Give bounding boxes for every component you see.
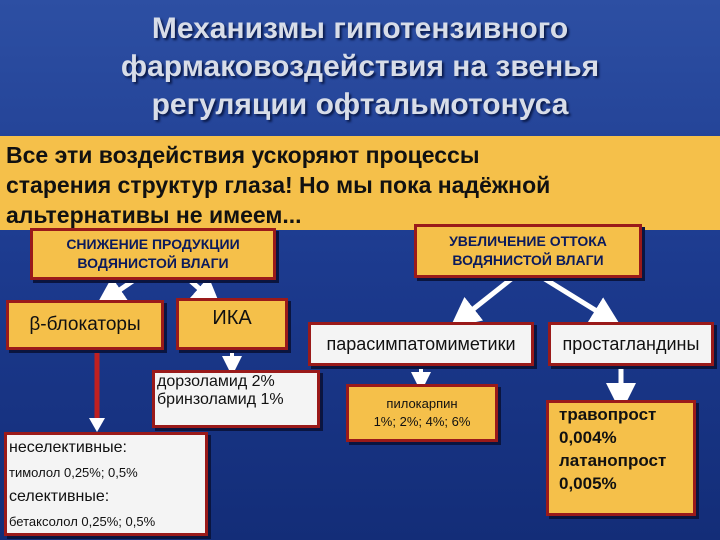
title-line-1: Механизмы гипотензивного	[151, 12, 569, 45]
banner-line-3: альтернативы не имеем...	[6, 202, 302, 228]
pilocarpine-doses: 1%; 2%; 4%; 6%	[373, 414, 471, 429]
travoprost-label: травопрост	[559, 405, 657, 424]
banner-line-2: старения структур глаза! Но мы пока надёжной	[6, 172, 551, 198]
title-line-2: фармаковоздействия на звенья	[120, 50, 600, 83]
pilocarpine-name: пилокарпин	[386, 396, 458, 411]
node-parasympathomimetics	[308, 322, 534, 366]
beta-blockers-label: β-блокаторы	[29, 314, 141, 335]
latanoprost-dose: 0,005%	[559, 474, 617, 493]
arrow-outflow-prosta	[540, 276, 608, 318]
node-prostaglandins	[548, 322, 714, 366]
nonselective-label: неселективные:	[9, 439, 127, 456]
warning-banner	[0, 136, 720, 230]
node-pilocarpine	[346, 384, 498, 442]
node-ika	[176, 298, 288, 350]
node-beta-blocker-drugs	[4, 432, 208, 536]
parasympathomimetics-label: парасимпатомиметики	[326, 333, 516, 354]
node-dorzolamide-brinzolamide	[152, 370, 320, 428]
latanoprost-label: латанопрост	[559, 451, 667, 470]
selective-label: селективные:	[9, 488, 110, 505]
dorzolamide-label: дорзоламид 2%	[157, 373, 275, 390]
title-line-3: регуляции офтальмотонуса	[151, 88, 569, 121]
brinzolamide-label: бринзоламид 1%	[157, 391, 284, 408]
banner-line-1: Все эти воздействия ускоряют процессы	[6, 142, 480, 168]
node-production-decrease	[30, 228, 276, 280]
arrow-outflow-para	[462, 276, 515, 318]
node-outflow-increase	[414, 224, 642, 278]
outflow-line-2: ВОДЯНИСТОЙ ВЛАГИ	[452, 252, 604, 268]
arrow-beta-nonselective-head	[89, 418, 105, 432]
ika-label: ИКА	[212, 307, 252, 329]
node-beta-blockers	[6, 300, 164, 350]
production-line-2: ВОДЯНИСТОЙ ВЛАГИ	[77, 255, 229, 271]
prostaglandins-label: простагландины	[562, 333, 700, 354]
node-prostaglandin-drugs	[546, 400, 696, 516]
outflow-line-1: УВЕЛИЧЕНИЕ ОТТОКА	[449, 233, 607, 249]
travoprost-dose: 0,004%	[559, 428, 617, 447]
production-line-1: СНИЖЕНИЕ ПРОДУКЦИИ	[66, 236, 240, 252]
timolol-label: тимолол 0,25%; 0,5%	[9, 465, 138, 480]
betaxolol-label: бетаксолол 0,25%; 0,5%	[9, 514, 156, 529]
